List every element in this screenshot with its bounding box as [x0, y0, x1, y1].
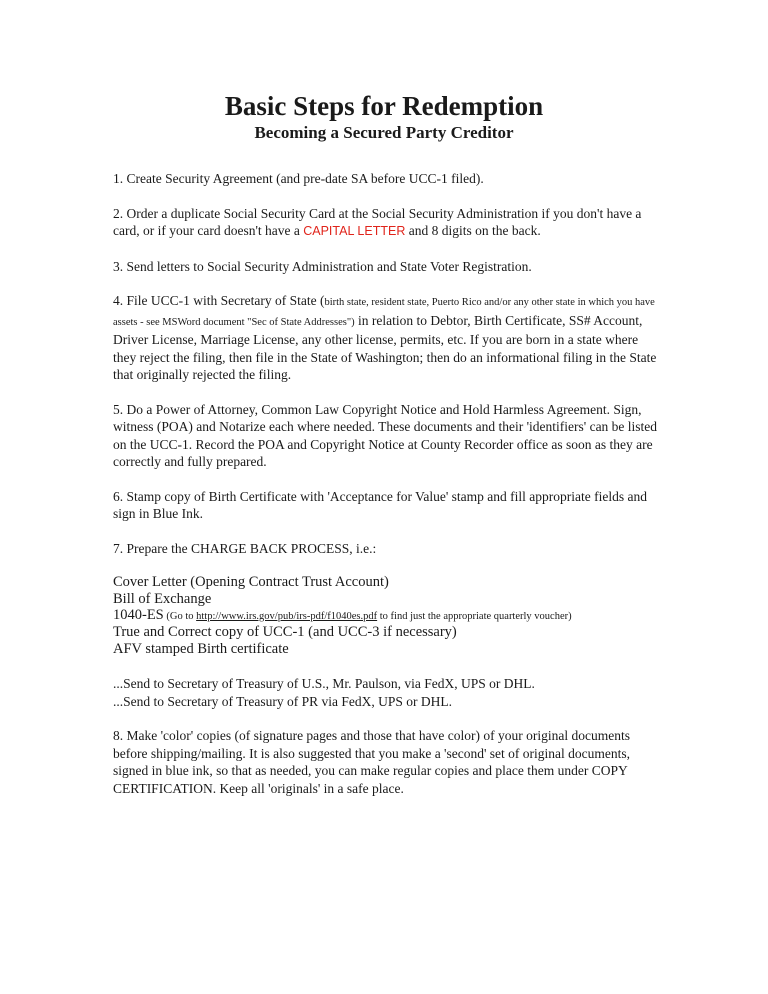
list-item-note: (Go to — [163, 611, 197, 622]
list-item: Bill of Exchange — [113, 591, 212, 607]
step-2-text-b: and 8 digits on the back. — [405, 223, 541, 238]
page-title: Basic Steps for Redemption — [224, 91, 544, 121]
step-7: 7. Prepare the CHARGE BACK PROCESS, i.e.: — [113, 540, 377, 556]
list-item: AFV stamped Birth certificate — [113, 641, 289, 657]
send-line-us: ...Send to Secretary of Treasury of U.S., Mr. Paulson, via FedX, UPS or DHL. — [113, 676, 535, 691]
send-line-pr: ...Send to Secretary of Treasury of PR via FedX, UPS or DHL. — [113, 693, 452, 709]
step-1: 1. Create Security Agreement (and pre-date SA before UCC-1 filed). — [113, 171, 484, 186]
page-subtitle: Becoming a Secured Party Creditor — [254, 123, 514, 142]
step-5: 5. Do a Power of Attorney, Common Law Copyright Notice and Hold Harmless Agreement. Sign, witness (POA) and Notarize each where needed. These documents and their 'identifiers' can be listed on the UCC-1. Record the POA and Copyright Notice at County Recorder office as soon as they are correctly and fully prepared. — [113, 401, 658, 469]
step-4-small-note: birth state, resident state, Puerto Rico and/or any other state in which you have assets - see MSWord document "Sec of State Addresses") — [113, 297, 655, 328]
step-4-text-a: 4. File UCC-1 with Secretary of State ( — [113, 293, 325, 308]
irs-link[interactable]: http://www.irs.gov/pub/irs-pdf/f1040es.pdf — [196, 611, 378, 622]
step-8: 8. Make 'color' copies (of signature pages and those that have color) of your original documents before shipping/mailing. It is also suggested that you make a 'second' set of original documents, signed in blue ink, so that as needed, you can make regular copies and place them under COPY CERTIFICATION. Keep all 'originals' in a safe place. — [113, 728, 631, 796]
step-4 — [113, 292, 658, 384]
charge-back-list — [113, 574, 658, 658]
list-item — [113, 608, 658, 624]
step-2-text-a: 2. Order a duplicate Social Security Card at the Social Security Administration if you don't have a card, or if your card doesn't have a — [113, 205, 642, 238]
step-2-capital-letter: CAPITAL LETTER — [303, 224, 406, 238]
list-item: True and Correct copy of UCC-1 (and UCC-3 if necessary) — [113, 624, 457, 640]
step-2 — [113, 205, 658, 241]
list-item-label: 1040-ES — [113, 607, 164, 623]
step-3: 3. Send letters to Social Security Administration and State Voter Registration. — [113, 258, 532, 274]
list-item: Cover Letter (Opening Contract Trust Account) — [113, 574, 389, 590]
step-4-text-b: in relation to Debtor, Birth Certificate, SS# Account, Driver License, Marriage License, any other license, permits, etc. If you are born in a state where they reject the filing, then file in the State of Washington; then do an informational filing in the State that originally rejected the filing. — [113, 312, 657, 382]
document-body — [113, 170, 658, 814]
step-6: 6. Stamp copy of Birth Certificate with 'Acceptance for Value' stamp and fill appropriate fields and sign in Blue Ink. — [113, 488, 647, 521]
list-item-note-end: to find just the appropriate quarterly voucher) — [377, 611, 572, 622]
